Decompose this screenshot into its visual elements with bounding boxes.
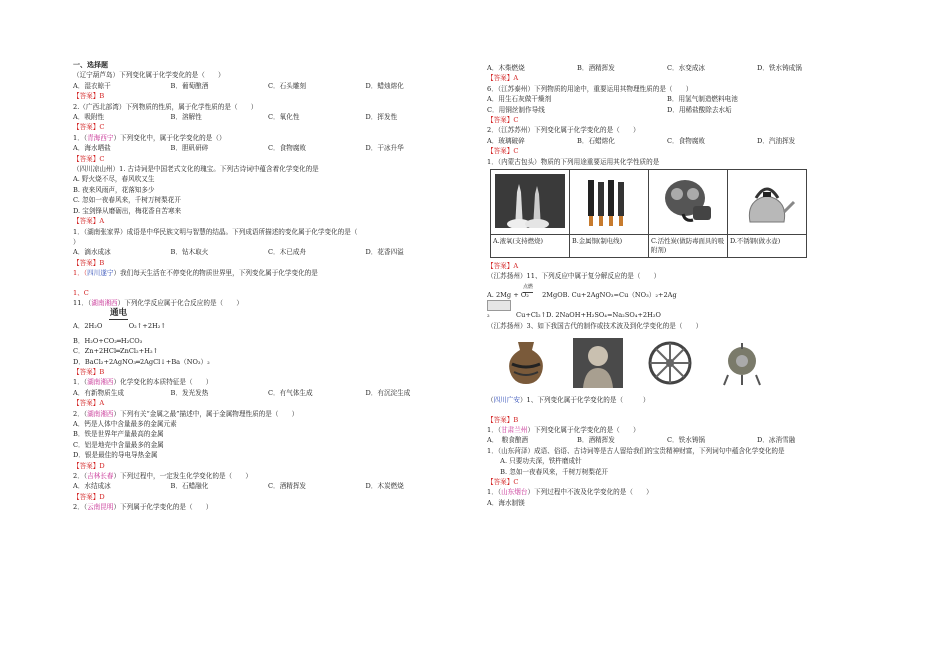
option: D．BaCl₂+2AgNO₃═2AgCl↓+Ba（NO₃）₂ [73, 357, 210, 366]
option: D．用稀盐酸除去水垢 [667, 105, 732, 114]
option-cell: D.不锈钢(做水壶) [728, 235, 807, 258]
option: A．2H₂O O₂↑+2H₂↑ [73, 322, 166, 331]
stem-text: ）化学变化的本质特征是（ ） [113, 378, 213, 387]
stem-text: ）下列变化属于化学变化的是（ ） [527, 425, 640, 434]
question-stem: （江苏扬州）3、如下我国古代的制作或技术波及到化学变化的是（ ） [487, 321, 703, 330]
question-stem: 1．（内蒙古包头）物质的下列用途重要运用其化学性质的是 [487, 157, 660, 166]
stem-text: ）我们每天生活在不停变化的物质世界里，下列变化属于化学变化的是 [113, 269, 318, 278]
source-tag: 吉林长春 [87, 472, 114, 481]
option: B．葡萄酿酒 [170, 81, 209, 90]
stem-text: ）下列有关“金属之最”描述中，属于金属物理性质的是（ ） [113, 409, 299, 418]
answer: 【答案】C [73, 154, 105, 163]
question-stem [73, 377, 463, 387]
section-title: 一、选择题 [73, 60, 108, 69]
question-stem: （江苏扬州）11、下列反应中属于复分解反应的是（ ） [487, 272, 661, 281]
bronze-sphere-image [717, 338, 767, 388]
option: D．蜡烛熔化 [365, 81, 404, 90]
answer: 【答案】A [73, 399, 105, 408]
option-cell: C.活性炭(做防毒面具的吸附剂) [649, 235, 728, 258]
question-stem: 2．（江苏苏州）下列变化属于化学变化的是（ ） [487, 126, 640, 135]
source-tag: 湖南湘西 [91, 298, 118, 307]
stem-prefix: （ [487, 396, 494, 405]
options-row [487, 136, 847, 146]
subscript: ₂ [487, 311, 490, 320]
ignite-label: 点燃 [523, 282, 533, 293]
options-row [73, 81, 463, 91]
option: C．水变成冰 [667, 64, 706, 72]
option: C．铁水铸锅 [667, 436, 706, 445]
copper-wire-image [570, 170, 649, 235]
option: D．干冰升华 [365, 144, 404, 153]
statue-image [573, 338, 623, 388]
option: A．有新物质生成 [73, 388, 124, 397]
option: B．用氢气制造燃料电池 [667, 95, 738, 104]
answer: 【答案】B [73, 92, 105, 101]
left-column [73, 60, 463, 513]
source-tag: 云南昆明 [87, 503, 114, 512]
options-row [73, 388, 463, 398]
source-tag: 四川广安 [493, 396, 520, 405]
options-row [73, 143, 463, 153]
answer: 1、C [73, 288, 89, 297]
option: D．木炭燃烧 [365, 482, 404, 491]
answer: 【答案】B [73, 367, 105, 376]
image-options-table [490, 169, 807, 258]
option: A．滴水成冰 [73, 248, 111, 257]
option: B．酒精挥发 [577, 64, 615, 72]
option: B. 夜来风雨声，花落知多少 [73, 185, 155, 194]
option: B. 忽如一夜春风来，千树万树梨花开 [487, 467, 609, 476]
option: C．用铜丝制作导线 [487, 105, 545, 114]
stem-prefix: 1．（ [73, 269, 88, 278]
stem-text: ）下列变化中，属于化学变化的是（） [113, 133, 226, 142]
option: B．石蜡融化 [170, 482, 209, 491]
option: C．氧化性 [268, 113, 300, 122]
question-stem [73, 133, 463, 143]
right-column [487, 63, 847, 508]
stem-prefix: 1．（ [487, 425, 502, 434]
answer: 【答案】A [487, 262, 519, 271]
stem-text: ）下列过程中不波及化学变化的是（ ） [527, 488, 653, 497]
answer: 【答案】A [487, 74, 519, 83]
option: A．湿衣晾干 [73, 81, 111, 90]
electrolysis-label: 通电 [110, 308, 128, 319]
option: A．水结成冰 [73, 482, 111, 491]
source-tag: 甘肃兰州 [501, 425, 528, 434]
option: A. 野火烧不尽，春风吹又生 [73, 175, 155, 184]
options-row [487, 435, 847, 445]
source-tag: 山东烟台 [501, 488, 528, 497]
source-tag: 湖南湘西 [87, 378, 114, 387]
steel-kettle-image [728, 170, 807, 235]
option: C．Zn+2HCl═ZnCl₂+H₂↑ [73, 347, 159, 356]
pottery-image [501, 338, 551, 388]
options-row [73, 481, 463, 491]
answer: 【答案】B [73, 258, 105, 267]
ignite-label-row [487, 282, 847, 290]
stem-prefix: 1．（ [487, 488, 502, 497]
options-row [487, 63, 847, 73]
electrolysis-label-row [73, 308, 463, 321]
option: B．钻木取火 [170, 248, 209, 257]
option: D．汽油挥发 [757, 136, 796, 145]
option: B．铁是世界年产量最高的金属 [73, 430, 164, 439]
source-tag: 湖南湘西 [87, 409, 114, 418]
question-stem [73, 409, 463, 419]
question-stem: 1．（山东菏泽）成语、俗语、古诗词等是古人留给我们的宝贵精神财富，下列词句中蕴含化学变化的是 [487, 446, 785, 455]
option: C．酒精挥发 [268, 482, 307, 491]
question-stem [73, 502, 463, 512]
stem-prefix: 2．（ [73, 409, 88, 418]
option: A．海水晒盐 [73, 144, 111, 153]
question-stem [73, 298, 463, 308]
option: D．有沉淀生成 [365, 388, 411, 397]
answer: 【答案】C [487, 477, 519, 486]
answer: 【答案】D [73, 461, 105, 470]
ancient-tech-images [501, 335, 847, 391]
option: C. 忽如一夜春风来，千树万树梨花开 [73, 196, 181, 205]
option: A. 只要功夫深，铁杵磨成针 [487, 457, 582, 466]
option: B．发光发热 [170, 388, 209, 397]
option: C．木已成舟 [268, 248, 307, 257]
options-row [73, 112, 463, 122]
option [487, 310, 847, 320]
stem-text: ）下列过程中，一定发生化学变化的是（ ） [113, 472, 252, 481]
stem-prefix: 11．（ [73, 298, 92, 307]
option: D．花香四溢 [365, 248, 404, 257]
answer: 【答案】D [73, 492, 105, 501]
answer: 【答案】A [73, 217, 105, 226]
option: C．有气体生成 [268, 388, 313, 397]
liquid-oxygen-rocket-image [491, 170, 570, 235]
option: B．溶解性 [170, 113, 202, 122]
option: A．用生石灰做干燥剂 [487, 95, 552, 104]
question-stem [73, 471, 463, 481]
option: B．石蜡熔化 [577, 136, 615, 145]
stem-prefix: 2．（ [73, 503, 88, 512]
option: C．石头雕刻 [268, 81, 307, 90]
answer: 【答案】C [487, 147, 519, 156]
option: A．木柴燃烧 [487, 64, 525, 72]
stem-text: ）下列属于化学变化的是（ ） [113, 503, 213, 512]
question-stem [73, 268, 463, 278]
electrolysis-box-row [487, 300, 847, 310]
question-stem: 6．（江苏泰州）下列物质的用途中，重要运用其物理性质的是（ ） [487, 84, 693, 93]
option: A. 2Mg + O₂ 2MgOB. Cu+2AgNO₃=Cu（NO₃）₂+2Ag [487, 290, 677, 299]
source-tag: 青海西宁 [87, 133, 114, 142]
question-stem [487, 425, 847, 435]
option: A． 粮食酿酒 [487, 436, 529, 445]
waterwheel-image [645, 338, 695, 388]
question-stem: 2.（广西北部湾）下列物质的性质，属于化学性质的是（ ） [73, 102, 258, 111]
option: D．铁水铸成锅 [757, 64, 802, 72]
option: A．玻璃破碎 [487, 136, 525, 145]
option: B．酒精挥发 [577, 436, 615, 445]
stem-text: ）1、下列变化属于化学变化的是（ ） [519, 396, 650, 405]
option: B．胆矾研碎 [170, 144, 209, 153]
option: C．食物腐败 [268, 144, 307, 153]
question-stem: （辽宁葫芦岛）下列变化属于化学变化的是（ ） [73, 71, 225, 80]
stem-prefix: 2．（ [73, 472, 88, 481]
options-row [73, 247, 463, 257]
option: D. 宝剑锋从磨砺出，梅花香自苦寒来 [73, 206, 182, 215]
option: C．铝是地壳中含量最多的金属 [73, 440, 164, 449]
answer: 【答案】C [73, 123, 105, 132]
question-stem [487, 487, 847, 497]
stem-text: ）下列化学反应属于化合反应的是（ ） [117, 298, 243, 307]
option-cell: A.液氧(支持燃烧) [491, 235, 570, 258]
options-row [487, 94, 847, 104]
stem-prefix: 1．（ [73, 378, 88, 387]
option: D．挥发性 [365, 113, 398, 122]
question-stem: （四川凉山州）1. 古诗词是中国老式文化的瑰宝。下列古诗词中蕴含着化学变化的是 [73, 165, 319, 174]
source-tag: 四川遂宁 [87, 269, 114, 278]
answer: 【答案】B [487, 415, 519, 424]
option-text: Cu+Cl₂↑D. 2NaOH+H₂SO₄=Na₂SO₄+2H₂O [516, 311, 661, 320]
option: A．海水制镁 [487, 498, 525, 507]
stem-prefix: 1．（ [73, 133, 88, 142]
stem-close: ） [73, 237, 80, 246]
question-stem [487, 395, 847, 405]
option: D．银是最佳的导电导热金属 [73, 451, 158, 460]
option: B．H₂O+CO₂═H₂CO₃ [73, 336, 143, 345]
question-stem: 1．（湖南张家界）成语是中华民族文明与智慧的结晶。下列成语所描述的变化属于化学变化的是（ [73, 227, 358, 236]
gas-mask-image [649, 170, 728, 235]
option: D．冰消雪融 [757, 436, 796, 445]
options-row [487, 105, 847, 115]
option: C．食物腐败 [667, 136, 706, 145]
answer: 【答案】C [487, 116, 519, 125]
option-cell: B.金属铜(制电线) [570, 235, 649, 258]
option: A．钙是人体中含量最多的金属元素 [73, 420, 177, 428]
option: A．吸附性 [73, 113, 105, 122]
